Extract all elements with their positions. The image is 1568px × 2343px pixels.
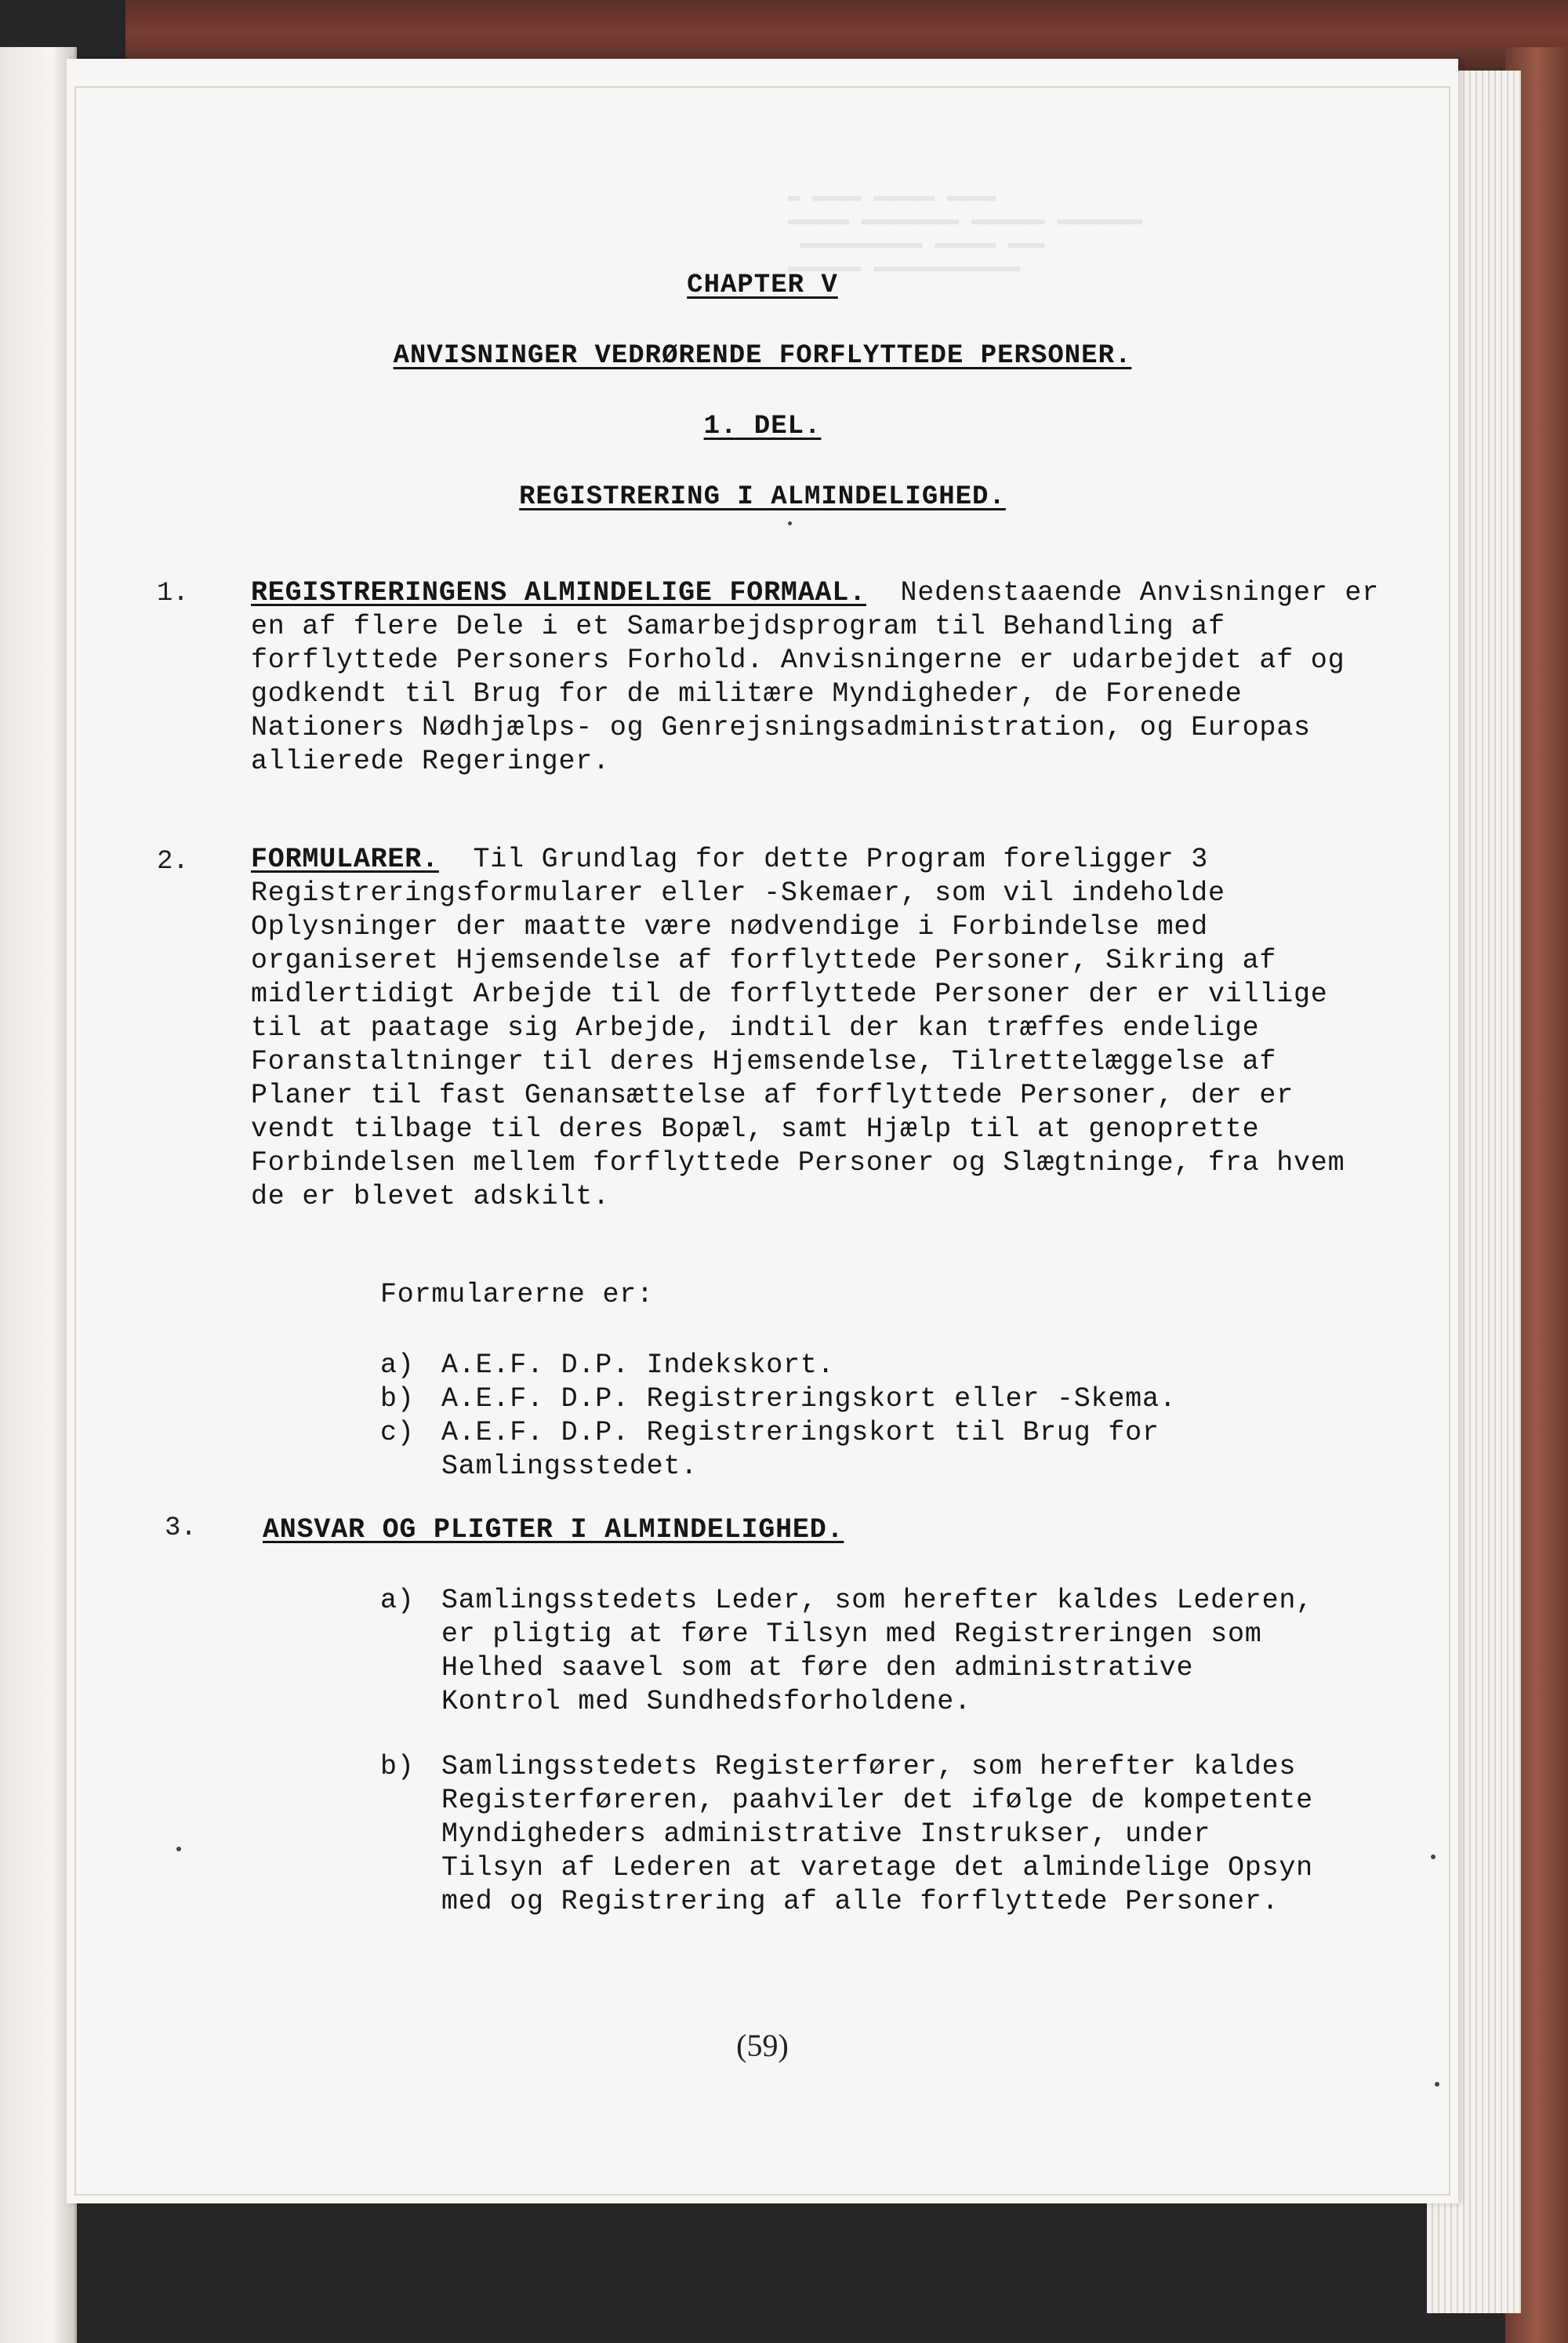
paragraph-formularer <box>251 843 1396 1214</box>
list-item-text: A.E.F. D.P. Registreringskort til Brug for Samlingsstedet. <box>441 1417 1177 1482</box>
list-item-text: A.E.F. D.P. Indekskort. <box>441 1349 835 1381</box>
list-item-text: Samlingsstedets Leder, som herefter kaldes Lederen, er pligtig at føre Tilsyn med Registreringen som Helhed saavel som at føre den administrative Kontrol med Sundhedsforholdene. <box>441 1585 1330 1717</box>
chapter-heading: CHAPTER V <box>687 271 838 300</box>
show-through-text: ▬ ▬▬▬▬ ▬▬▬▬▬ ▬▬▬▬ ▬▬▬▬▬ ▬▬▬▬▬▬▬▬ ▬▬▬▬▬▬ ▬▬▬▬▬▬▬ ▬▬▬▬▬▬▬▬▬▬ ▬▬▬▬▬ ▬▬▬ ▬▬▬▬▬▬ ▬▬▬▬▬▬▬▬▬▬▬▬ <box>788 184 1143 278</box>
page-title: ANVISNINGER VEDRØRENDE FORFLYTTEDE PERSONER. <box>393 341 1132 371</box>
book-spine <box>0 47 77 2343</box>
dust-speck <box>1435 2082 1439 2087</box>
list-item <box>380 1416 1399 1484</box>
item-number: 3. <box>165 1513 197 1543</box>
paragraph-ansvar <box>263 1513 1360 1547</box>
page-number: (59) <box>736 2028 789 2063</box>
paragraph-heading: REGISTRERINGENS ALMINDELIGE FORMAAL. <box>251 577 866 608</box>
section-heading: REGISTRERING I ALMINDELIGHED. <box>519 482 1006 512</box>
paragraph-text: Nedenstaaende Anvisninger er en af flere Dele i et Samarbejdsprogram til Behandling af forflyttede Personers Forhold. Anvisningerne er udarbejdet af og godkendt til Brug for de militære Myndigheder, de Forenede Nationers Nødhjælps- og Genrejsningsadministration, og Europas allierede Regeringer. <box>251 577 1396 777</box>
document-page <box>67 59 1458 2203</box>
paragraph-heading: ANSVAR OG PLIGTER I ALMINDELIGHED. <box>263 1514 844 1546</box>
paragraph-heading: FORMULARER. <box>251 844 439 875</box>
list-item <box>380 1584 1392 1719</box>
item-number: 2. <box>157 847 189 877</box>
list-marker: a) <box>380 1585 415 1616</box>
list-marker: b) <box>380 1751 415 1782</box>
forms-intro: Formularerne er: <box>380 1279 654 1310</box>
part-heading: 1. DEL. <box>703 412 822 441</box>
dust-speck <box>1431 1854 1436 1859</box>
list-item-text: A.E.F. D.P. Registreringskort eller -Skema. <box>441 1383 1177 1415</box>
paragraph-text: Til Grundlag for dette Program foreligger 3 Registreringsformularer eller -Skemaer, som vil indeholde Oplysninger der maatte være nødvendige i Forbindelse med organiseret Hjemsendelse af forflyttede Personer, Sikring af midlertidigt Arbejde til de forflyttede Personer der er villige til at paatage sig Arbejde, indtil der kan træffes endelige Foranstaltninger til deres Hjemsendelse, Tilrettelæggelse af Planer til fast Genansættelse af forflyttede Personer, der er vendt tilbage til deres Bopæl, samt Hjælp til at genoprette Forbindelsen mellem forflyttede Personer og Slægtninge, fra hvem de er blevet adskilt. <box>251 844 1363 1212</box>
list-marker: c) <box>380 1417 415 1448</box>
list-marker: b) <box>380 1383 415 1415</box>
forms-list <box>380 1349 1399 1484</box>
duties-list <box>380 1584 1392 1919</box>
dust-speck <box>788 521 792 525</box>
paragraph-formaal <box>251 576 1396 779</box>
dust-speck <box>176 1847 181 1851</box>
list-item-text: Samlingsstedets Registerfører, som herefter kaldes Registerføreren, paahviler det ifølge de kompetente Myndigheders administrative Instrukser, under Tilsyn af Lederen at varetage det almindelige Opsyn med og Registrering af alle forflyttede Personer. <box>441 1751 1330 1917</box>
list-item <box>380 1750 1392 1919</box>
item-number: 1. <box>157 579 189 608</box>
list-item <box>380 1349 1399 1382</box>
list-marker: a) <box>380 1349 415 1381</box>
list-item <box>380 1382 1399 1416</box>
